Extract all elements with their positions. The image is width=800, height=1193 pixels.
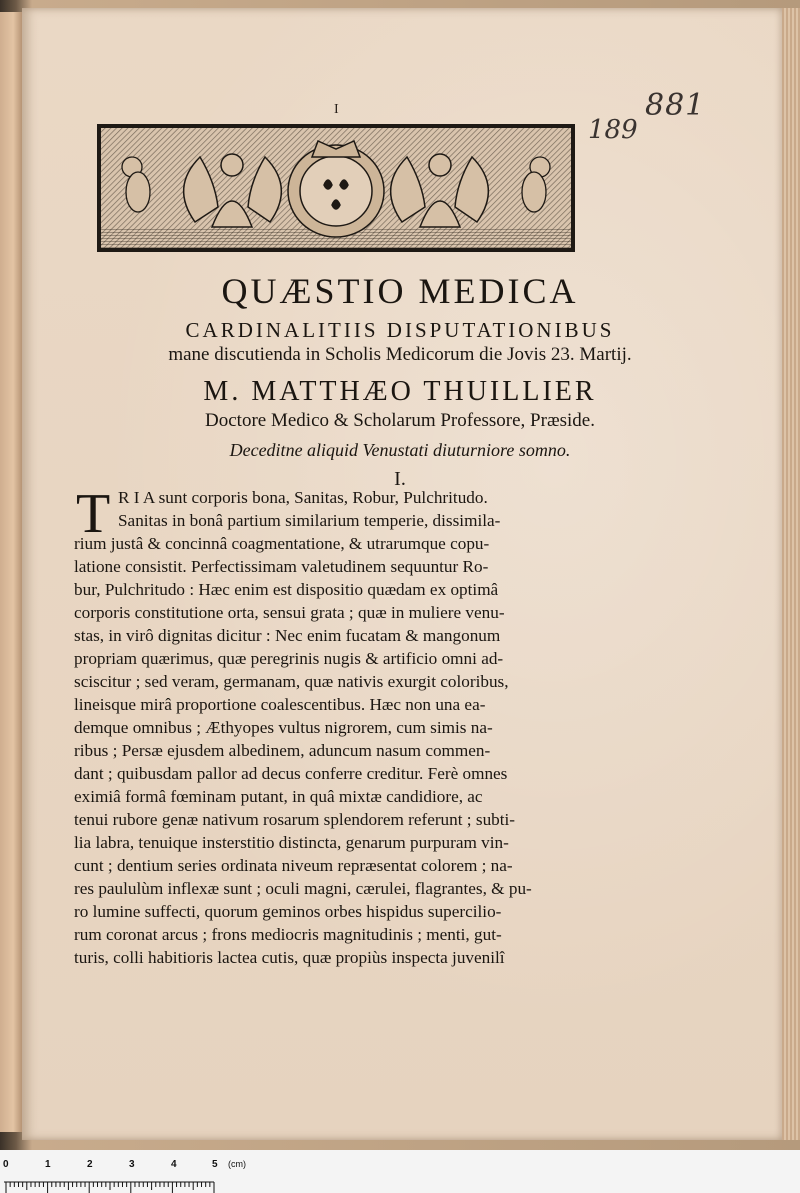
title-main: QUÆSTIO MEDICA <box>221 271 579 311</box>
body-line: res paululùm inflexæ sunt ; oculi magni, cærulei, flagrantes, & pu- <box>74 879 532 898</box>
signature-mark: I <box>334 102 339 117</box>
handwritten-folio-number: 881 <box>645 88 706 123</box>
ruler-label: 0 <box>3 1159 9 1170</box>
page-stack-edge <box>782 8 800 1140</box>
body-line: propriam quærimus, quæ peregrinis nugis & artificio omni ad- <box>74 649 504 668</box>
body-line: lia labra, tenuique insterstitio distincta, genarum purpuram vin- <box>74 833 509 852</box>
body-line: cunt ; dentium series ordinata niveum repræsentat colorem ; na- <box>74 856 513 875</box>
body-line: sciscitur ; sed veram, germanam, quæ nativis exurgit coloribus, <box>74 672 509 691</box>
disputation-question: Deceditne aliquid Venustati diuturniore somno. <box>229 440 571 460</box>
title-subtitle: CARDINALITIIS DISPUTATIONIBUS <box>185 318 615 342</box>
headpiece-ornament-icon <box>100 127 572 249</box>
ruler-label: 5 <box>212 1159 218 1170</box>
handwritten-item-number: 189 <box>588 115 638 145</box>
scale-ruler <box>0 1150 800 1193</box>
body-line: latione consistit. Perfectissimam valetudinem sequuntur Ro- <box>74 557 489 576</box>
ruler-ticks-icon <box>0 1150 800 1193</box>
drop-cap: T <box>76 483 111 545</box>
president-title: Doctore Medico & Scholarum Professore, Præside. <box>205 410 595 431</box>
body-line: ribus ; Persæ ejusdem albedinem, aduncum nasum commen- <box>74 741 491 760</box>
facing-page-edge <box>0 12 22 1132</box>
body-line: lineisque mirâ proportione coalescentibus. Hæc non una ea- <box>74 695 486 714</box>
president-name: M. MATTHÆO THUILLIER <box>203 376 597 407</box>
body-line: turis, colli habitioris lactea cutis, quæ propiùs inspecta juvenilî <box>74 948 505 967</box>
body-line: rium justâ & concinnâ coagmentatione, & utrarumque copu- <box>74 534 490 553</box>
body-line: bur, Pulchritudo : Hæc enim est dispositio quædam ex optimâ <box>74 580 499 599</box>
body-line: ro lumine suffecti, quorum geminos orbes hispidus supercilio- <box>74 902 502 921</box>
body-line: rum coronat arcus ; frons mediocris magnitudinis ; menti, gut- <box>74 925 502 944</box>
body-line: demque omnibus ; Æthyopes vultus nigrorem, cum simis na- <box>74 718 493 737</box>
body-line: stas, in virô dignitas dicitur : Nec enim fucatam & mangonum <box>74 626 501 645</box>
ruler-label: 1 <box>45 1159 51 1170</box>
engraved-headpiece <box>97 124 575 252</box>
ruler-label: 2 <box>87 1159 93 1170</box>
ruler-unit: (cm) <box>228 1159 246 1169</box>
body-line: corporis constitutione orta, sensui grata ; quæ in muliere venu- <box>74 603 505 622</box>
ruler-label: 3 <box>129 1159 135 1170</box>
section-number: I. <box>394 468 406 490</box>
ruler-label: 4 <box>171 1159 177 1170</box>
body-line: eximiâ formâ fœminam putant, in quâ mixtæ candidiore, ac <box>74 787 483 806</box>
title-occasion-line: mane discutienda in Scholis Medicorum die Jovis 23. Martij. <box>168 344 632 365</box>
body-line: R I A sunt corporis bona, Sanitas, Robur, Pulchritudo. <box>118 488 488 507</box>
body-line: tenui rubore genæ nativum rosarum splendorem referunt ; subti- <box>74 810 516 829</box>
body-line: Sanitas in bonâ partium similarium temperie, dissimila- <box>118 511 501 530</box>
body-line: dant ; quibusdam pallor ad decus conferre creditur. Ferè omnes <box>74 764 508 783</box>
